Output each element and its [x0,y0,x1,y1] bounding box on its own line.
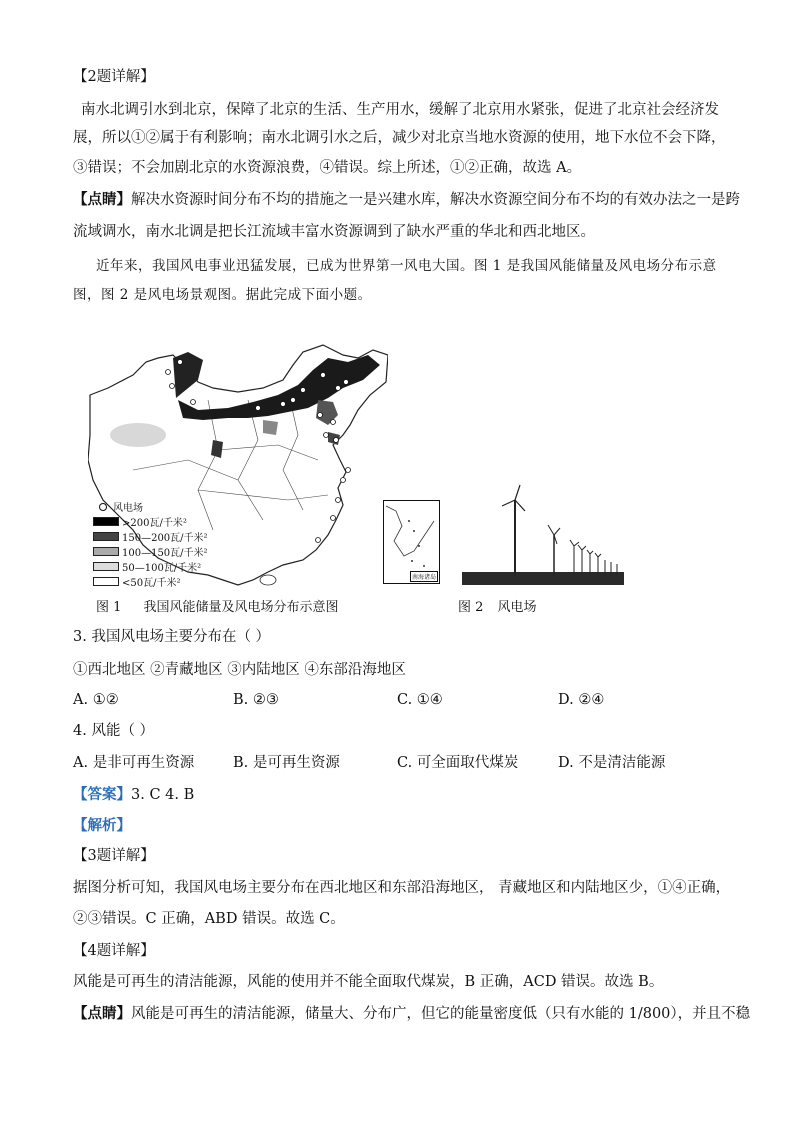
tip2-text: 风能是可再生的清洁能源，储量大、分布广，但它的能量密度低（只有水能的 1/800），并且不稳 [131,1006,751,1022]
figure1-caption-text: 我国风能储量及风电场分布示意图 [143,600,339,615]
analysis-label: 【解析】 [73,817,131,834]
section4-line1: 风能是可再生的清洁能源，风能的使用并不能全面取代煤炭，B 正确，ACD 错误。故选 B。 [73,974,664,990]
legend-item-2 [93,529,208,544]
legend-label: <50瓦/千米² [122,578,181,589]
ground [462,572,624,585]
legend-label: 风电场 [113,503,143,514]
hainan-island [260,575,276,585]
legend-wind-farm [93,499,143,514]
turbine-row [570,540,617,575]
passage-line1: 近年来，我国风电事业迅猛发展，已成为世界第一风电大国。图 1 是我国风能储量及风电场分布示意 [96,258,717,274]
tip1-line2: 流域调水，南水北调是把长江流域丰富水资源调到了缺水严重的华北和西北地区。 [73,224,595,240]
legend-wind-farm-marker [99,503,107,511]
legend-item-5 [93,574,180,589]
tip2-label: 【点睛】 [73,1005,131,1022]
section2-para-line2: 展，所以①②属于有利影响；南水北调引水之后，减少对北京当地水资源的使用，地下水位不会下降， [73,130,726,146]
legend-item-3 [93,544,208,559]
passage-line2: 图，图 2 是风电场景观图。据此完成下面小题。 [73,287,372,303]
legend-swatch [93,547,119,556]
figure2-caption-text: 风电场 [497,600,537,615]
legend-label: 100—150瓦/千米² [122,548,208,559]
figure1-caption [96,596,339,615]
q3-option-c: C. ①④ [397,692,443,708]
q3-option-b: B. ②③ [233,692,279,708]
answer-block [73,784,194,806]
q3-items: ①西北地区 ②青藏地区 ③内陆地区 ④东部沿海地区 [73,662,406,678]
wind-turbines [462,480,624,585]
section3-line2: ②③错误。C 正确，ABD 错误。故选 C。 [73,911,345,927]
legend-swatch [93,517,119,526]
answer-text: 3. C 4. B [131,787,195,803]
figure1-caption-num: 图 1 [96,600,122,615]
legend-item-1 [93,514,187,529]
q4-option-d: D. 不是清洁能源 [558,755,666,771]
region-50-100 [110,423,166,447]
figure2-caption-num: 图 2 [458,600,484,615]
turbine-large [502,485,525,575]
legend-swatch [93,562,119,571]
q4-option-a: A. 是非可再生资源 [73,755,195,771]
q3-option-a: A. ①② [73,692,119,708]
inset-label: 南海诸岛 [410,571,438,582]
legend-swatch [93,577,119,586]
legend-label: 150—200瓦/千米² [122,533,208,544]
region-qinghai [211,440,223,458]
q4-option-c: C. 可全面取代煤炭 [397,755,519,771]
q3-option-d: D. ②④ [558,692,605,708]
section3-line1: 据图分析可知，我国风电场主要分布在西北地区和东部沿海地区， 青藏地区和内陆地区少，①④正确， [73,880,731,896]
tip1-line1: 解决水资源时间分布不均的措施之一是兴建水库，解决水资源空间分布不均的有效办法之一是跨 [131,192,740,208]
tip1-label: 【点睛】 [73,191,131,208]
q4-stem: 4. 风能（ ） [73,723,155,739]
legend-item-4 [93,559,201,574]
q3-stem: 3. 我国风电场主要分布在（ ） [73,629,271,645]
legend-label: 50—100瓦/千米² [122,563,202,574]
inset-islands [408,520,425,567]
q4-option-b: B. 是可再生资源 [233,755,340,771]
section2-para-line1: 南水北调引水到北京，保障了北京的生活、生产用水，缓解了北京用水紧张，促进了北京社会经济发 [81,102,719,118]
south-china-sea-inset [383,500,440,584]
turbine-medium [548,525,560,575]
tip1-block [73,189,740,211]
tip2-block [73,1003,750,1025]
answer-label: 【答案】 [73,786,131,803]
legend-label: >200瓦/千米² [122,518,187,529]
figure2-photo [462,480,624,585]
section3-heading: 【3题详解】 [73,848,155,864]
section4-heading: 【4题详解】 [73,943,155,959]
section2-para-line3: ③错误；不会加剧北京的水资源浪费，④错误。综上所述，①②正确，故选 A。 [73,160,582,176]
figure2-caption [458,596,537,615]
section2-heading: 【2题详解】 [73,69,155,85]
legend-swatch [93,532,119,541]
region-north-mid [263,420,278,435]
